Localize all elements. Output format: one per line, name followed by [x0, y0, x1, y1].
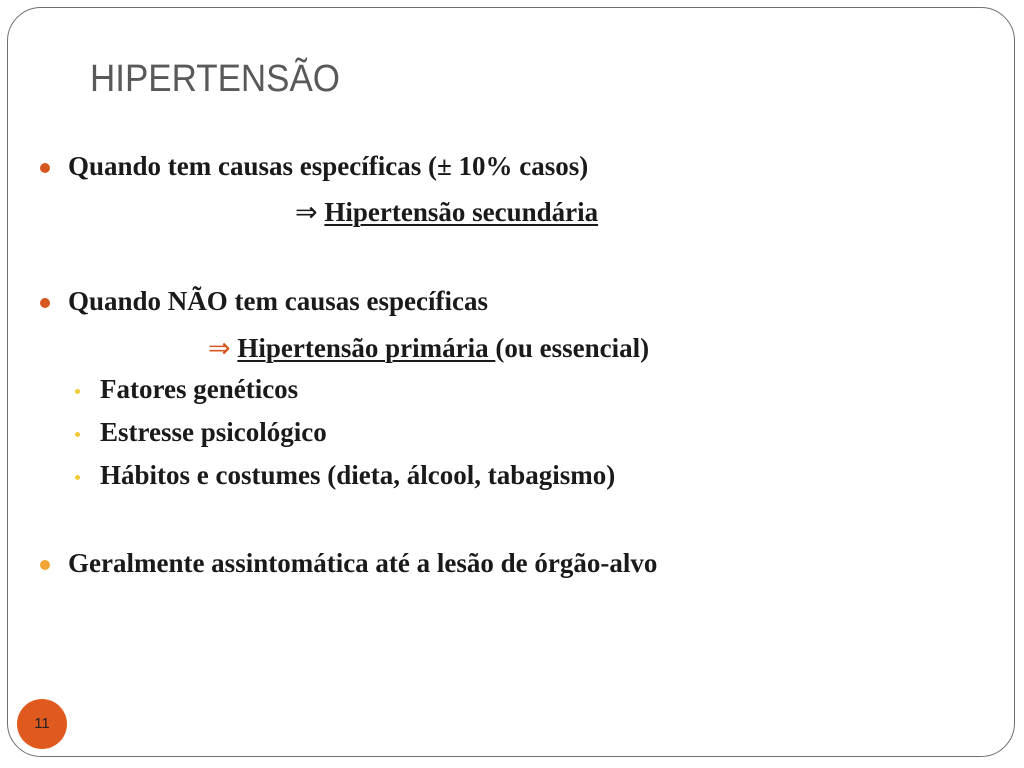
item-specific-causes: Quando tem causas específicas (± 10% casos) [68, 151, 589, 181]
implies-arrow-icon: ⇒ [208, 333, 231, 363]
sub-item-psychological-stress: Estresse psicológico [100, 417, 327, 447]
primary-hypertension-note: (ou essencial) [495, 333, 650, 363]
page-number-badge [17, 699, 67, 749]
primary-hypertension-line [208, 333, 649, 364]
sub-bullet-icon [75, 389, 80, 394]
bullet-icon [40, 560, 50, 570]
bullet-icon [40, 163, 50, 173]
page-number: 11 [34, 715, 50, 732]
sub-bullet-icon [75, 475, 80, 480]
item-no-specific-causes: Quando NÃO tem causas específicas [68, 286, 488, 316]
sub-item-habits: Hábitos e costumes (dieta, álcool, tabagismo) [100, 460, 616, 490]
secondary-hypertension-label: Hipertensão secundária [324, 197, 599, 227]
sub-bullet-icon [75, 432, 80, 437]
implies-arrow-icon: ⇒ [295, 197, 318, 227]
slide-title: HIPERTENSÃO [90, 58, 340, 100]
secondary-hypertension-line [295, 197, 598, 228]
sub-item-genetic-factors: Fatores genéticos [100, 374, 299, 404]
primary-hypertension-label: Hipertensão primária [237, 333, 496, 363]
item-asymptomatic: Geralmente assintomática até a lesão de órgão-alvo [68, 548, 658, 578]
bullet-icon [40, 298, 50, 308]
